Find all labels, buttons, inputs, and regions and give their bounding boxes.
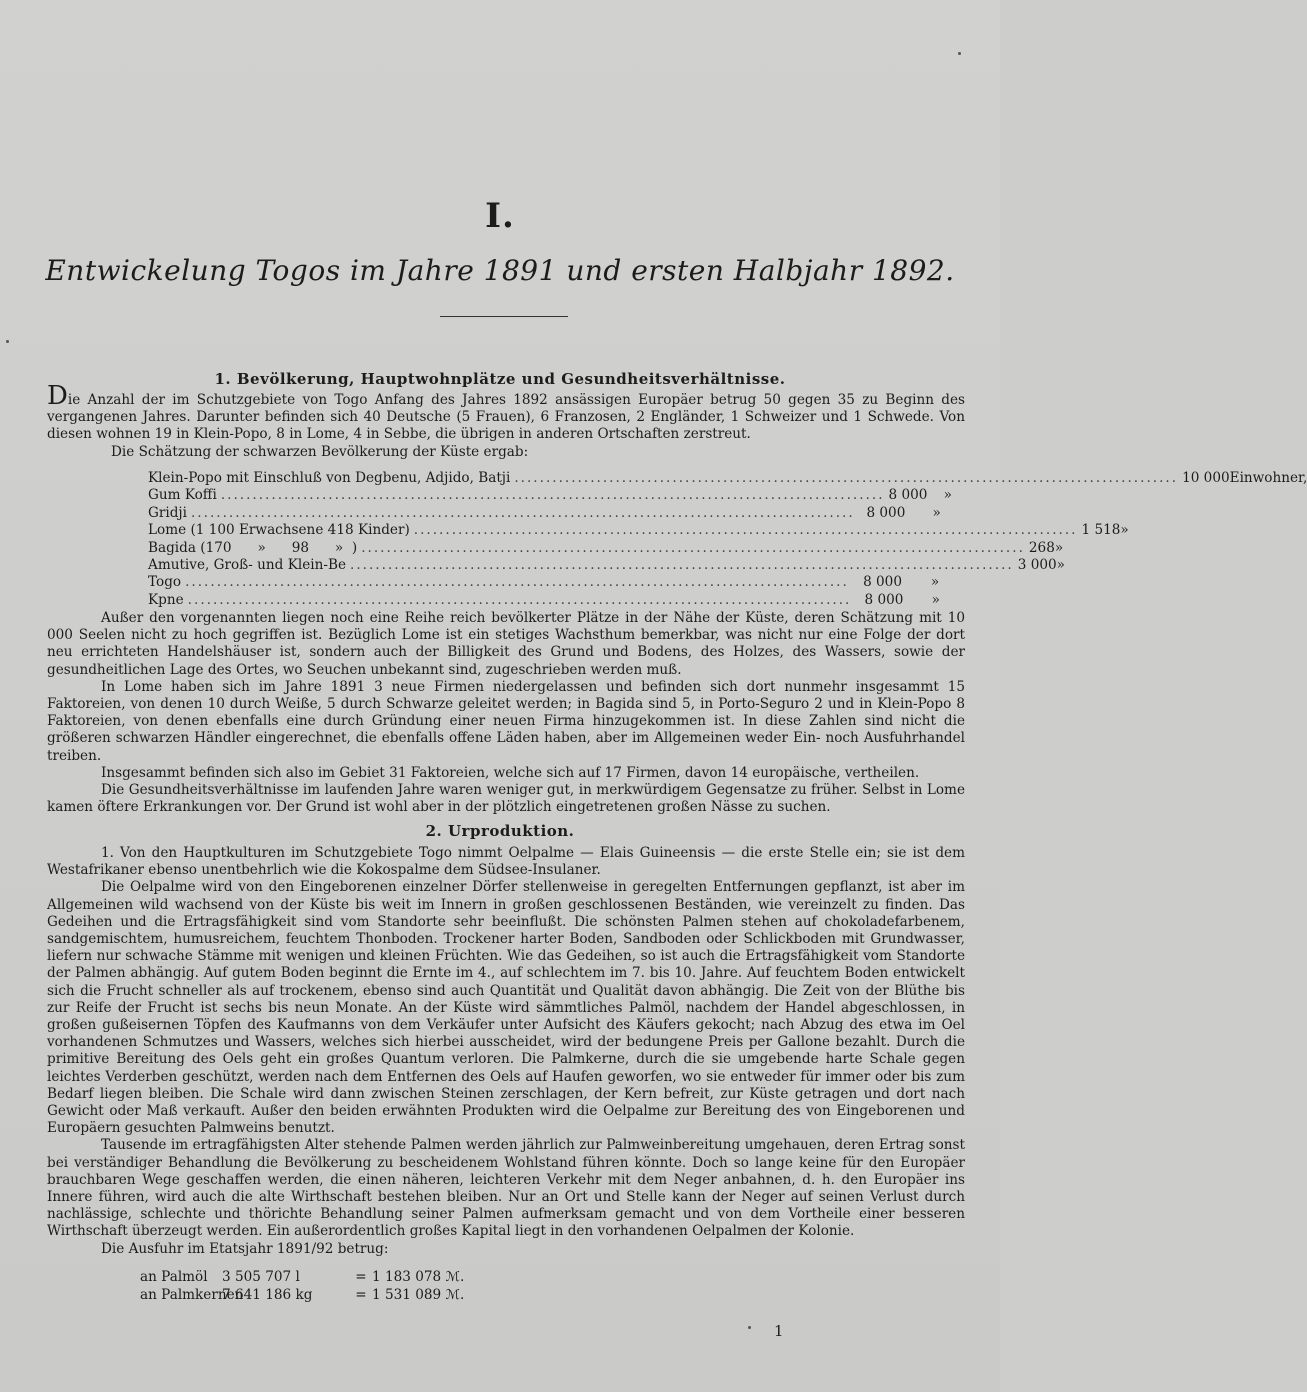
population-unit: » xyxy=(931,591,940,608)
paper-speck xyxy=(958,52,961,55)
population-unit: » xyxy=(930,574,940,591)
table-row xyxy=(148,556,1065,574)
page-number: 1 xyxy=(774,1322,784,1340)
population-value: 1 518 xyxy=(1081,522,1121,539)
population-value: 3 000 xyxy=(1017,556,1057,573)
equals-sign: = xyxy=(355,1287,367,1303)
leader-dots: ......................................................................................................... xyxy=(361,539,1025,556)
paragraph: Tausende im ertragfähigsten Alter stehende Palmen werden jährlich zur Palmweinbereitung umgehauen, deren Ertrag sonst bei verständiger Behandlung die Bevölkerung zu bescheidenem Wohlstand führen könnte. Doch so lange keine für den Europäer brauchbaren Wege geschaffen werden, die einen näheren, leichteren Verkehr mit dem Neger anbahnen, d. h. den Europäer ins Innere führen, wird auch die alte Wirthschaft bestehen bleiben. Nur an Ort und Stelle kann der Neger auf seinen Verlust durch nachlässige, schlechte und thörichte Behandlung seiner Palmen aufmerksam gemacht und von dem Vortheile einer besseren Wirthschaft überzeugt werden. Ein außerordentlich großes Kapital liegt in den vorhandenen Oelpalmen der Kolonie. xyxy=(47,1137,965,1240)
paragraph: 1. Von den Hauptkulturen im Schutzgebiete Togo nimmt Oelpalme — Elais Guineensis — die erste Stelle ein; sie ist dem Westafrikaner ebenso unentbehrlich wie die Kokospalme dem Südsee-Insulaner. xyxy=(47,845,965,879)
export-value: 1 531 089 ℳ. xyxy=(372,1287,465,1303)
population-unit: » xyxy=(943,487,952,504)
leader-dots: ......................................................................................................... xyxy=(514,470,1179,486)
place-name: Gridji xyxy=(148,504,187,521)
section1-body xyxy=(47,610,965,816)
drop-cap: D xyxy=(47,381,68,411)
paragraph: In Lome haben sich im Jahre 1891 3 neue Firmen niedergelassen und befinden sich dort nunmehr insgesammt 15 Faktoreien, von denen 10 durch Weiße, 5 durch Schwarze geleitet werden; in Bagida sind 5, in Porto-Seguro 2 und in Klein-Popo 8 Faktoreien, von denen ebenfalls eine durch Gründung einer neuen Firma hinzugekommen ist. In diese Zahlen sind nicht die größeren schwarzen Händler eingerechnet, die ebenfalls offene Läden haben, aber im Allgemeinen weder Ein- noch Ausfuhrhandel treiben. xyxy=(47,678,965,764)
leader-dots: ......................................................................................................... xyxy=(190,504,855,521)
population-unit: Einwohner, xyxy=(1229,470,1307,486)
section-heading-bevoelkerung: 1. Bevölkerung, Hauptwohnplätze und Gesundheitsverhältnisse. xyxy=(214,370,786,388)
table-row xyxy=(148,574,968,591)
population-value: 268 xyxy=(1028,539,1055,556)
table-row xyxy=(148,539,1064,557)
place-name: Lome (1 100 Erwachsene 418 Kinder) xyxy=(148,522,410,539)
leader-dots: ......................................................................................................... xyxy=(220,487,885,504)
table-row xyxy=(148,487,968,504)
population-value: 8 000 xyxy=(866,504,906,521)
leader-dots: ......................................................................................................... xyxy=(413,522,1078,539)
export-quantity: 7 641 186 kg xyxy=(222,1287,313,1303)
export-product: an Palmöl xyxy=(140,1269,208,1285)
equals-sign: = xyxy=(355,1269,367,1285)
section-heading-urproduktion: 2. Urproduktion. xyxy=(425,822,575,840)
leader-dots: ......................................................................................................... xyxy=(187,591,852,608)
population-unit: » xyxy=(1056,556,1065,573)
paragraph: Die Schätzung der schwarzen Bevölkerung der Küste ergab: xyxy=(111,443,529,460)
population-unit: » xyxy=(1120,522,1129,539)
place-name: Togo xyxy=(148,574,182,591)
paragraph: Außer den vorgenannten liegen noch eine Reihe reich bevölkerter Plätze in der Nähe der Küste, deren Schätzung mit 10 000 Seelen nicht zu hoch gegriffen ist. Bezüglich Lome ist ein stetiges Wachsthum bemerkbar, was nicht nur eine Folge der dort neu errichteten Handelshäuser ist, sondern auch der Billigkeit des Grund und Bodens, des Holzes, des Wassers, sowie der gesundheitlichen Lage des Ortes, wo Seuchen unbekannt sind, zugeschrieben werden muß. xyxy=(47,610,965,678)
table-row xyxy=(148,505,968,522)
export-quantity: 3 505 707 l xyxy=(222,1269,300,1285)
paragraph xyxy=(47,381,965,444)
place-name: Kpne xyxy=(148,591,184,608)
export-product: an Palmkernen xyxy=(140,1287,244,1303)
table-row xyxy=(148,592,968,609)
paper-speck xyxy=(748,1326,751,1329)
leader-dots: ......................................................................................................... xyxy=(185,574,849,591)
place-name: Amutive, Groß- und Klein-Be xyxy=(148,556,346,573)
population-value: 8 000 xyxy=(863,574,902,591)
section2-body xyxy=(47,845,965,1258)
paragraph: Insgesammt befinden sich also im Gebiet 31 Faktoreien, welche sich auf 17 Firmen, davon 14 europäische, vertheilen. xyxy=(101,764,920,781)
place-name: Klein-Popo mit Einschluß von Degbenu, Adjido, Batji xyxy=(148,470,511,486)
table-row xyxy=(148,470,1307,487)
leader-dots: ......................................................................................................... xyxy=(350,556,1014,573)
export-value: 1 183 078 ℳ. xyxy=(372,1269,465,1285)
paragraph: Die Gesundheitsverhältnisse im laufenden Jahre waren weniger gut, in merkwürdigem Gegensatze zu früher. Selbst in Lome kamen öftere Erkrankungen vor. Der Grund ist wohl aber in der plötzlich eingetretenen großen Nässe zu suchen. xyxy=(47,782,965,816)
table-row xyxy=(140,1268,482,1286)
paragraph: Die Ausfuhr im Etatsjahr 1891/92 betrug: xyxy=(101,1240,389,1257)
table-row xyxy=(148,522,1129,539)
population-value: 10 000 xyxy=(1182,470,1230,486)
population-value: 8 000 xyxy=(864,591,904,608)
paper-speck xyxy=(6,340,9,343)
place-name: Gum Koffi xyxy=(148,487,217,504)
export-table xyxy=(140,1268,482,1304)
population-table xyxy=(148,470,1307,609)
table-row xyxy=(140,1286,482,1304)
place-name: Bagida (170 » 98 » ) xyxy=(148,539,358,556)
paragraph-text: ie Anzahl der im Schutzgebiete von Togo Anfang des Jahres 1892 ansässigen Europäer betrug 50 gegen 35 zu Beginn des vergangenen Jahres. Darunter befinden sich 40 Deutsche (5 Frauen), 6 Franzosen, 2 Engländer, 1 Schweizer und 1 Schwede. Von diesen wohnen 19 in Klein-Popo, 8 in Lome, 4 in Sebbe, die übrigen in anderen Ortschaften zerstreut. xyxy=(47,392,965,443)
title-divider xyxy=(440,316,568,317)
chapter-number: I. xyxy=(485,196,515,236)
population-unit: » xyxy=(1054,539,1064,556)
population-value: 8 000 xyxy=(888,487,928,504)
section1-intro xyxy=(47,381,965,461)
paragraph: Die Oelpalme wird von den Eingeborenen einzelner Dörfer stellenweise in geregelten Entfernungen gepflanzt, ist aber im Allgemeinen wild wachsend von der Küste bis weit im Innern in großen geschlossenen Beständen, wie vereinzelt zu finden. Das Gedeihen und die Ertragsfähigkeit sind vom Standorte sehr beeinflußt. Die schönsten Palmen stehen auf chokoladefarbenem, sandgemischtem, humusreichem, feuchtem Thonboden. Trockener harter Boden, Sandboden oder Schlickboden mit Grundwasser, liefern nur schwache Stämme mit wenigen und kleinen Früchten. Wie das Gedeihen, so ist auch die Ertragsfähigkeit vom Standorte der Palmen abhängig. Auf gutem Boden beginnt die Ernte im 4., auf schlechtem im 7. bis 10. Jahre. Auf feuchtem Boden entwickelt sich die Frucht schneller als auf trockenem, ebenso sind auch Quantität und Qualität davon abhängig. Die Zeit von der Blüthe bis zur Reife der Frucht ist sechs bis neun Monate. An der Küste wird sämmtliches Palmöl, nachdem der Handel abgeschlossen, in großen gußeisernen Töpfen des Kaufmanns von dem Verkäufer unter Aufsicht des Käufers gekocht; nach Abzug des etwa im Oel vorhandenen Schmutzes und Wassers, welches sich hierbei ausscheidet, wird der bedungene Preis per Gallone bezahlt. Durch die primitive Bereitung des Oels geht ein großes Quantum verloren. Die Palmkerne, durch die sie umgebende harte Schale gegen leichtes Verderben geschützt, werden nach dem Entfernen des Oels auf Haufen geworfen, wo sie entweder für immer oder bis zum Bedarf liegen bleiben. Die Schale wird dann zwischen Steinen zerschlagen, der Kern befreit, zur Küste getragen und dort nach Gewicht oder Maß verkauft. Außer den beiden erwähnten Produkten wird die Oelpalme zur Bereitung des von Eingeborenen und Europäern gesuchten Palmweins benutzt. xyxy=(47,879,965,1137)
population-unit: » xyxy=(932,504,941,521)
page-title: Entwickelung Togos im Jahre 1891 und ersten Halbjahr 1892. xyxy=(45,254,955,287)
